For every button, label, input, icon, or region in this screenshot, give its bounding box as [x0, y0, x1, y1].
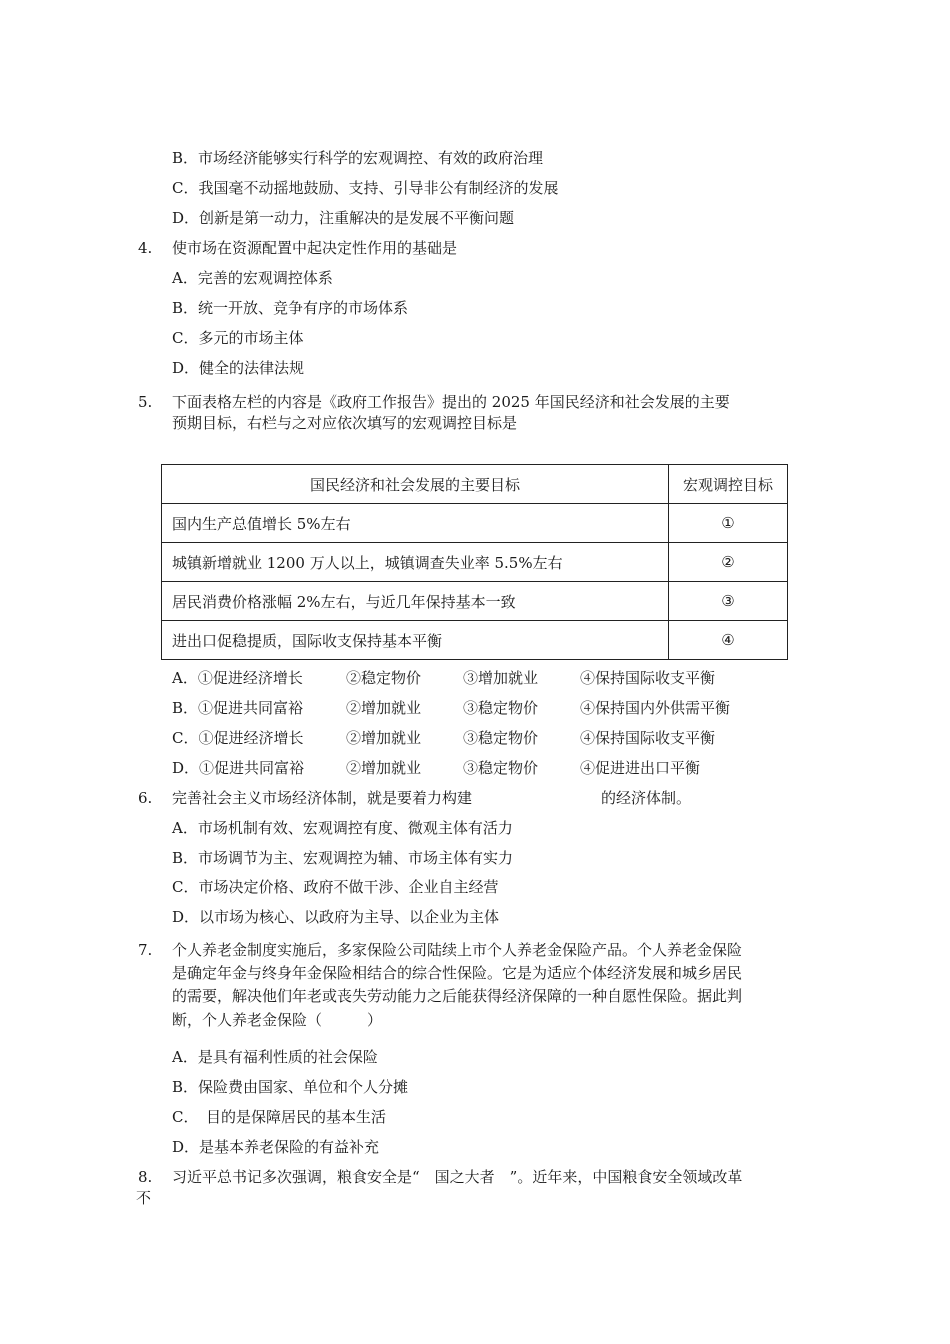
table-cell-target: ④: [669, 621, 788, 660]
q7-option-a: A．是具有福利性质的社会保险: [172, 1048, 378, 1066]
q4-option-d: D．健全的法律法规: [172, 359, 305, 377]
table-cell-target: ③: [669, 582, 788, 621]
q4-option-a: A．完善的宏观调控体系: [172, 269, 333, 287]
q8-stem-line2: 不: [136, 1189, 152, 1207]
q5-option-d-1: D．①促进共同富裕: [172, 759, 305, 777]
table-header-goal: 国民经济和社会发展的主要目标: [162, 465, 669, 504]
q7-option-d: D．是基本养老保险的有益补充: [172, 1138, 380, 1156]
q7-option-c: C． 目的是保障居民的基本生活: [172, 1108, 386, 1126]
q5-stem-line2: 预期目标，右栏与之对应依次填写的宏观调控目标是: [172, 414, 518, 432]
table-row: [162, 621, 788, 660]
q3-option-b: B．市场经济能够实行科学的宏观调控、有效的政府治理: [172, 149, 544, 167]
q5-stem-line1: 下面表格左栏的内容是《政府工作报告》提出的 2025 年国民经济和社会发展的主要: [172, 393, 730, 411]
q5-option-c-4: ④保持国际收支平衡: [580, 729, 716, 747]
table-cell-goal: 居民消费价格涨幅 2%左右，与近几年保持基本一致: [162, 582, 669, 621]
q4-stem: 使市场在资源配置中起决定性作用的基础是: [172, 239, 458, 257]
table-cell-goal: 进出口促稳提质，国际收支保持基本平衡: [162, 621, 669, 660]
q5-option-a-4: ④保持国际收支平衡: [580, 669, 716, 687]
q5-option-b-1: B．①促进共同富裕: [172, 699, 304, 717]
q5-option-d-4: ④促进进出口平衡: [580, 759, 701, 777]
q7-number: 7.: [138, 941, 153, 959]
q6-option-a: A．市场机制有效、宏观调控有度、微观主体有活力: [172, 819, 513, 837]
table-row: [162, 543, 788, 582]
q3-option-c: C．我国毫不动摇地鼓励、支持、引导非公有制经济的发展: [172, 179, 559, 197]
q5-option-c-3: ③稳定物价: [463, 729, 539, 747]
q6-number: 6.: [138, 789, 153, 807]
q6-option-d: D．以市场为核心、以政府为主导、以企业为主体: [172, 908, 500, 926]
q4-option-b: B．统一开放、竞争有序的市场体系: [172, 299, 409, 317]
q6-stem-part1: 完善社会主义市场经济体制，就是要着力构建: [172, 789, 473, 807]
table-cell-target: ②: [669, 543, 788, 582]
q7-stem-line4: 断，个人养老金保险（ ）: [172, 1011, 383, 1029]
table-header-row: [162, 465, 788, 504]
q8-stem-line1: 习近平总书记多次强调，粮食安全是“ 国之大者 ”。近年来，中国粮食安全领域改革: [172, 1168, 743, 1186]
goals-table: [161, 464, 788, 660]
q4-number: 4.: [138, 239, 153, 257]
q7-option-b: B．保险费由国家、单位和个人分摊: [172, 1078, 409, 1096]
q6-stem-part2: 的经济体制。: [601, 789, 692, 807]
table-row: [162, 582, 788, 621]
q4-option-c: C．多元的市场主体: [172, 329, 304, 347]
q7-stem-line1: 个人养老金制度实施后，多家保险公司陆续上市个人养老金保险产品。个人养老金保险: [172, 941, 743, 959]
table-row: [162, 504, 788, 543]
q5-option-b-3: ③稳定物价: [463, 699, 539, 717]
q3-option-d: D．创新是第一动力，注重解决的是发展不平衡问题: [172, 209, 515, 227]
q5-option-d-2: ②增加就业: [346, 759, 422, 777]
table-header-target: 宏观调控目标: [669, 465, 788, 504]
q5-number: 5.: [138, 393, 153, 411]
q7-stem-line3: 的需要，解决他们年老或丧失劳动能力之后能获得经济保障的一种自愿性保险。据此判: [172, 987, 743, 1005]
q5-option-a-2: ②稳定物价: [346, 669, 422, 687]
q5-option-a-1: A．①促进经济增长: [172, 669, 303, 687]
q5-option-b-4: ④保持国内外供需平衡: [580, 699, 731, 717]
q6-option-c: C．市场决定价格、政府不做干涉、企业自主经营: [172, 878, 499, 896]
q5-option-c-1: C．①促进经济增长: [172, 729, 304, 747]
q5-option-a-3: ③增加就业: [463, 669, 539, 687]
q8-number: 8.: [138, 1168, 153, 1186]
table-cell-goal: 城镇新增就业 1200 万人以上，城镇调查失业率 5.5%左右: [162, 543, 669, 582]
q5-option-d-3: ③稳定物价: [463, 759, 539, 777]
q6-option-b: B．市场调节为主、宏观调控为辅、市场主体有实力: [172, 849, 514, 867]
table-cell-target: ①: [669, 504, 788, 543]
q5-option-c-2: ②增加就业: [346, 729, 422, 747]
q5-option-b-2: ②增加就业: [346, 699, 422, 717]
table-cell-goal: 国内生产总值增长 5%左右: [162, 504, 669, 543]
q7-stem-line2: 是确定年金与终身年金保险相结合的综合性保险。它是为适应个体经济发展和城乡居民: [172, 964, 743, 982]
